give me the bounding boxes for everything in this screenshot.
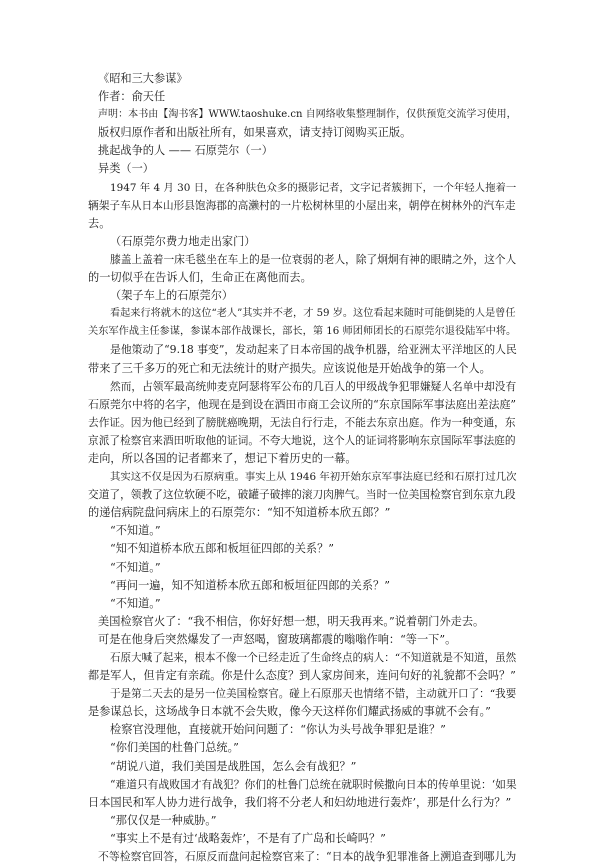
- text-line: 京派了检察官来酒田听取他的证词。不夸大地说，这个人的证词将影响东京国际军事法庭的: [88, 433, 516, 447]
- text-line: 于是第二天去的是另一位美国检察官。碰上石原那天也情绪不错，主动就开口了：“我要: [110, 688, 517, 701]
- text-line: “不知道。”: [110, 560, 161, 574]
- text-line: 可是在他身后突然爆发了一声怒喝，窗玻璃都震的嗡嗡作响：“等一下”。: [98, 632, 457, 646]
- text-line: 是参谋总长，这场战争日本就不会失败，像今天这样你们耀武扬威的事就不会有。”: [88, 705, 491, 719]
- text-line: 是他策动了“9.18 事变”，发动起来了日本帝国的战争机器，给亚洲太平洋地区的人民: [110, 343, 517, 357]
- text-line: 异类（一）: [98, 162, 154, 176]
- text-line: 去作证。因为他已经到了膀胱癌晚期，无法自行行走，不能去东京出庭。作为一种变通，东: [88, 415, 516, 429]
- text-line: 《昭和三大参谋》: [98, 72, 188, 85]
- text-line: （架子车上的石原莞尔）: [110, 289, 234, 303]
- text-line: 美国检察官火了：“我不相信，你好好想一想，明天我再来。”说着朝门外走去。: [98, 614, 485, 628]
- text-line: 挑起战争的人 —— 石原莞尔（一）: [98, 144, 273, 158]
- document-page: [88, 70, 516, 866]
- text-line: 声明：本书由【淘书客】WWW.taoshuke.cn 自网络收集整理制作，仅供预览交流学习使用，: [98, 109, 517, 121]
- text-line: “不知道。”: [110, 524, 161, 538]
- text-line: （石原莞尔费力地走出家门）: [110, 234, 256, 248]
- text-line: 都是军人，但肯定有亲疏。你是什么态度？到人家房间来，连问句好的礼貌都不会吗？”: [88, 669, 516, 683]
- text-line: “不知道。”: [110, 596, 161, 610]
- text-line: “胡说八道，我们美国是战胜国，怎么会有战犯？”: [110, 759, 357, 773]
- text-line: 作者：俞天任: [98, 90, 166, 104]
- text-line: 版权归原作者和出版社所有，如果喜欢，请支持订阅购买正版。: [98, 126, 412, 140]
- text-line: “你们美国的杜鲁门总统。”: [110, 741, 239, 755]
- text-line: 检察官没理他，直接就开始问问题了：“你认为头号战争罪犯是谁？”: [110, 723, 446, 737]
- text-line: 石原莞尔中将的名字，他现在是到设在酒田市商工会议所的“东京国际军事法庭出差法庭”: [88, 397, 517, 411]
- text-line: 带来了三千多万的死亡和无法统计的财产损失。应该说他是开始战争的第一个人。: [88, 361, 491, 375]
- text-line: 其实这不仅是因为石原病重。事实上从 1946 年初开始东京军事法庭已经和石原打过几次: [110, 471, 517, 484]
- text-line: 不等检察官回答，石原反而盘问起检察官来了：“日本的战争犯罪准备上溯追查到哪儿为: [98, 850, 517, 864]
- text-line: “再问一遍，知不知道桥本欣五郎和板垣征四郎的关系？”: [110, 578, 390, 592]
- text-line: “事实上不是有过‘战略轰炸’，不是有了广岛和长崎吗？”: [110, 831, 386, 845]
- text-line: “难道只有战败国才有战犯？你们的杜鲁门总统在就职时候撒向日本的传单里说：‘如果: [110, 777, 517, 791]
- text-line: 的一切似乎在告诉人们，生命正在离他而去。: [88, 271, 312, 285]
- text-line: 交道了，领教了这位软硬不吃，破罐子破摔的滚刀肉脾气。当时一位美国检察官到东京九段: [88, 488, 516, 502]
- text-line: 看起来行将就木的这位“老人”其实并不老，才 59 岁。这位看起来随时可能倒毙的人是曾任: [110, 308, 516, 320]
- text-line: “那仅仅是一种威胁。”: [110, 813, 217, 827]
- text-line: 关东军作战主任参谋，参谋本部作战课长，部长，第 16 师团师团长的石原莞尔退役陆军中将。: [88, 326, 517, 338]
- text-line: 去。: [88, 216, 111, 230]
- text-line: 膝盖上盖着一床毛毯坐在车上的是一位衰弱的老人，除了炯炯有神的眼睛之外，这个人: [110, 252, 517, 266]
- text-line: 走向，所以各国的记者都来了，想记下着历史的一幕。: [88, 451, 357, 465]
- text-line: 然而，占领军最高统帅麦克阿瑟将军公布的几百人的甲级战争犯罪嫌疑人名单中却没有: [110, 379, 517, 393]
- text-line: 的递信病院盘问病床上的石原莞尔：“知不知道桥本欣五郎？”: [88, 506, 391, 520]
- text-line: “知不知道桥本欣五郎和板垣征四郎的关系？”: [110, 542, 335, 556]
- text-line: 日本国民和军人协力进行战争，我们将不分老人和妇幼地进行轰炸’，那是什么行为？”: [88, 795, 512, 809]
- text-line: 1947 年 4 月 30 日，在各种肤色众多的摄影记者，文字记者簇拥下，一个年轻人拖着一: [110, 181, 517, 194]
- text-line: 石原大喊了起来，根本不像一个已经走近了生命终点的病人：“不知道就是不知道，虽然: [110, 652, 517, 664]
- text-line: 辆架子车从日本山形县饱海郡的高濑村的一片松树林里的小屋出来，朝停在树林外的汽车走: [88, 198, 516, 212]
